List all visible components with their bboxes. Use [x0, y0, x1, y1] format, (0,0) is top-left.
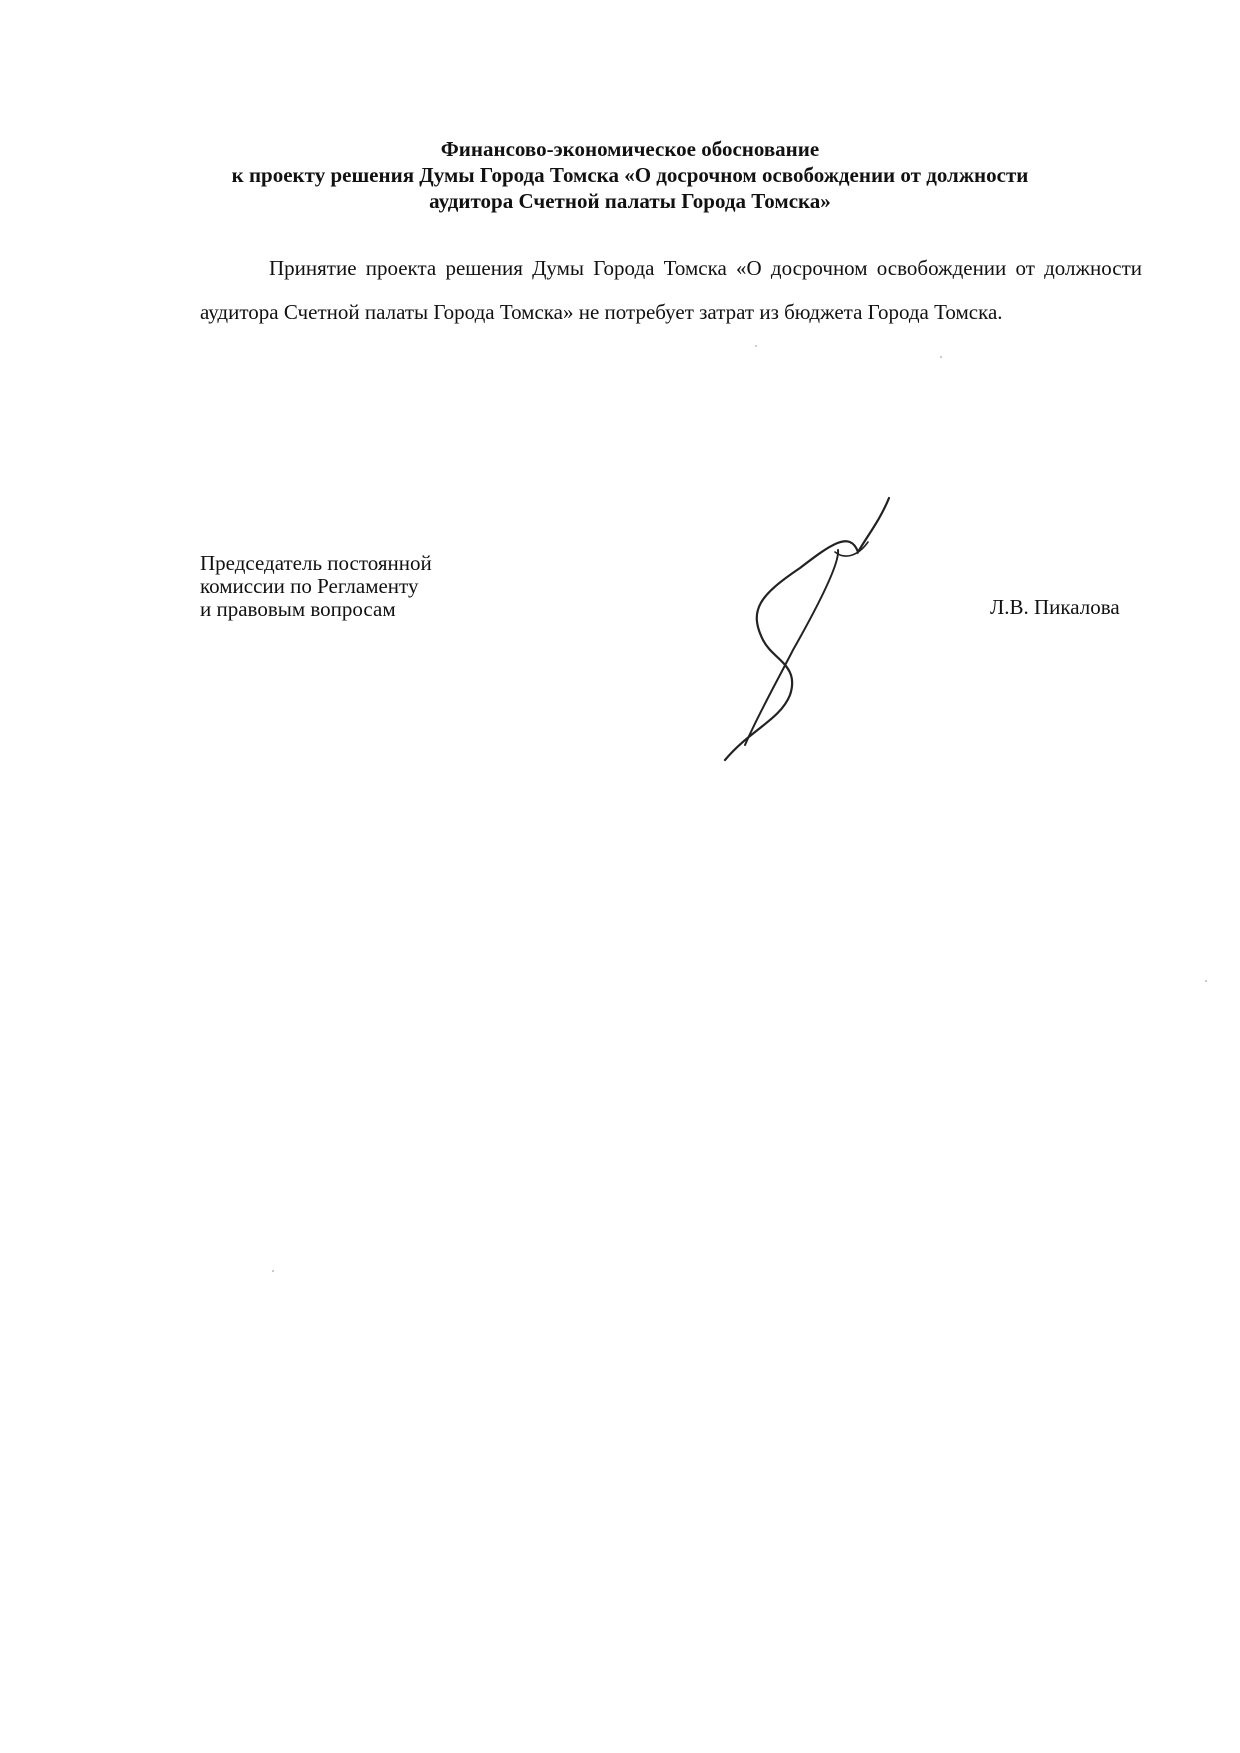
title-line: аудитора Счетной палаты Города Томска»	[429, 189, 831, 213]
signer-title-line: Председатель постоянной	[200, 551, 432, 575]
signer-title-line: и правовым вопросам	[200, 597, 396, 621]
scan-speck	[755, 345, 757, 347]
title-line: Финансово-экономическое обоснование	[440, 137, 820, 161]
title-line: к проекту решения Думы Города Томска «О досрочном освобождении от должности	[231, 163, 1029, 187]
signer-name: Л.В. Пикалова	[990, 595, 1120, 619]
document-title	[150, 136, 1110, 214]
signer-title-line: комиссии по Регламенту	[200, 574, 419, 598]
scan-speck	[272, 1270, 274, 1272]
scan-speck	[1205, 980, 1207, 982]
signer-title	[200, 552, 432, 621]
scan-speck	[940, 356, 942, 358]
body-paragraph: Принятие проекта решения Думы Города Томска «О досрочном освобождении от должности аудитора Счетной палаты Города Томска» не потребует затрат из бюджета Города Томска.	[200, 256, 1142, 324]
signature-icon	[690, 490, 920, 770]
